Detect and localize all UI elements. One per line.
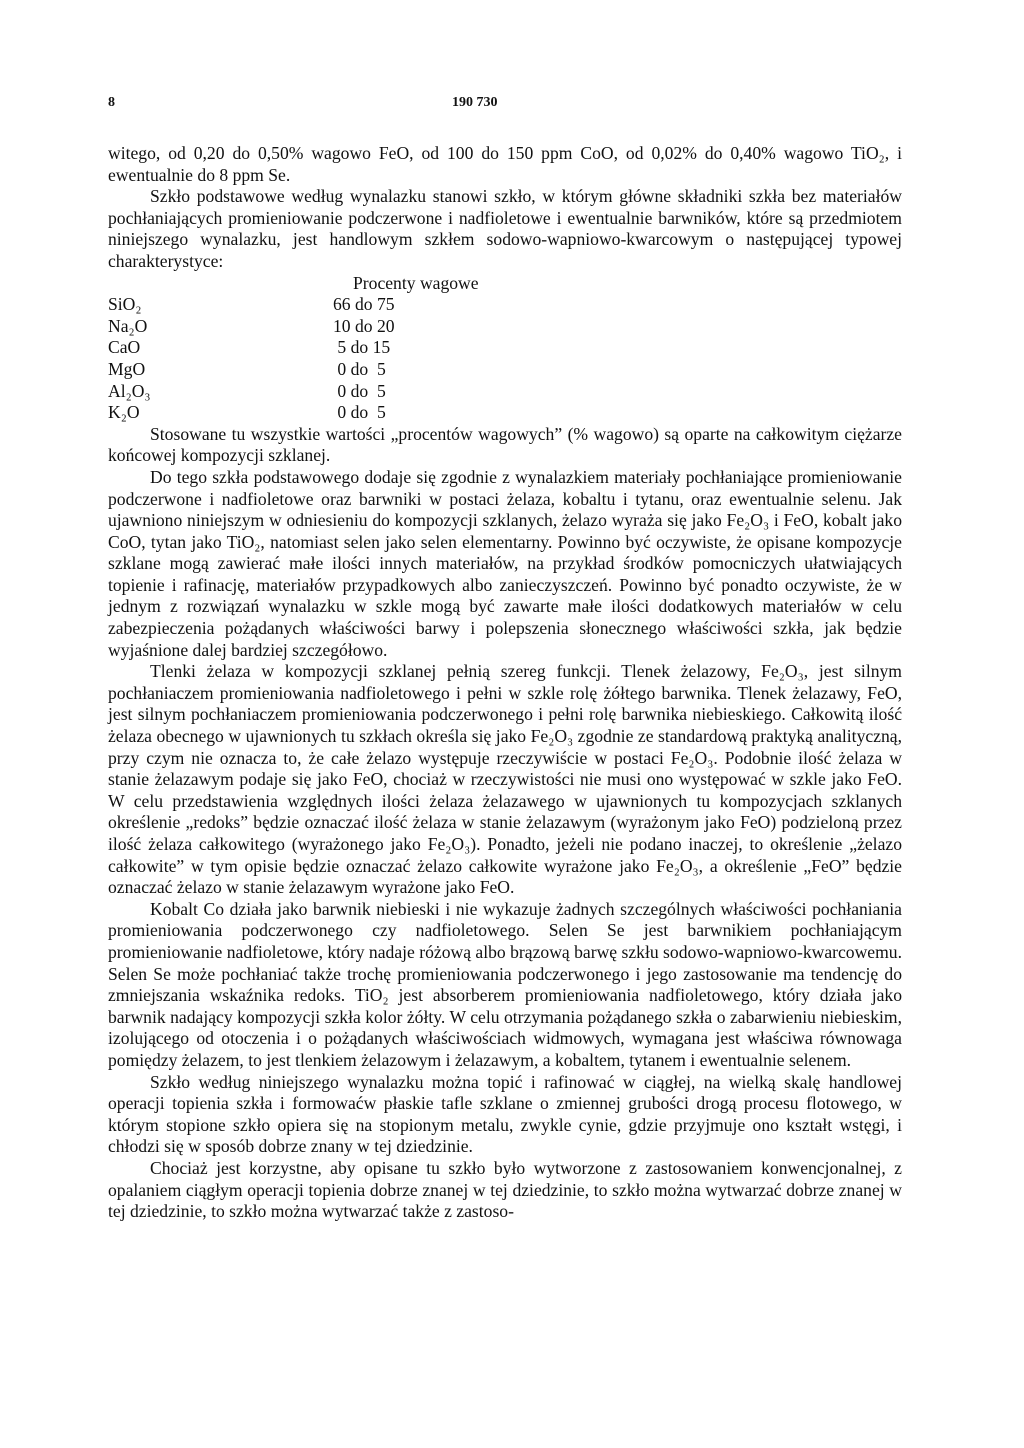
- component-cell: CaO: [108, 337, 141, 358]
- paragraph-3: Stosowane tu wszystkie wartości „procentów wagowych” (% wagowo) są oparte na całkowitym ciężarze końcowej kompozycji szklanej.: [108, 423, 902, 466]
- paragraph-7: Szkło według niniejszego wynalazku można topić i rafinować w ciągłej, na wielką skalę handlowej operacji topienia szkła i formowaćw płaskie tafle szklane o zmiennej grubości drogą procesu flotowego, w którym stopione szkło opiera się na stopionym metalu, zwykle cynie, gdzie przyjmuje ono kształt wstęgi, i chłodzi się w sposób dobrze znany w tej dziedzinie.: [108, 1071, 902, 1157]
- table-row: [108, 294, 453, 316]
- paragraph-1: witego, od 0,20 do 0,50% wagowo FeO, od 100 do 150 ppm CoO, od 0,02% do 0,40% wagowo TiO₂, i ewentualnie do 8 ppm Se.: [108, 143, 902, 185]
- table-row: [108, 316, 453, 338]
- range-cell: 0 do 5: [333, 402, 386, 423]
- range-cell: 0 do 5: [333, 358, 386, 379]
- range-cell: 66 do 75: [333, 294, 395, 315]
- document-body: [108, 143, 902, 1223]
- range-cell: 0 do 5: [333, 380, 386, 401]
- component-cell: K₂O: [108, 402, 140, 423]
- component-cell: MgO: [108, 358, 146, 379]
- page-number: 8: [108, 95, 115, 110]
- table-row: [108, 402, 453, 424]
- page-header: [108, 95, 910, 119]
- component-cell: SiO₂: [108, 294, 142, 315]
- table-row: [108, 359, 453, 381]
- patent-number: 190 730: [452, 95, 498, 110]
- range-cell: 10 do 20: [333, 315, 395, 336]
- component-cell: Al₂O₃: [108, 380, 151, 401]
- paragraph-8: Chociaż jest korzystne, aby opisane tu szkło było wytworzone z zastosowaniem konwencjonalnej, z opalaniem ciągłym operacji topienia dobrze znanej w tej dziedzinie, to szkło można wytwarzać dobrze znanej w tej dziedzinie, to szkło można wytwarzać także z zastoso-: [108, 1157, 902, 1222]
- paragraph-5: Tlenki żelaza w kompozycji szklanej pełnią szereg funkcji. Tlenek żelazowy, Fe₂O₃, jest silnym pochłaniaczem promieniowania nadfioletowego i pełni w szkle rolę żółtego barwnika. Tlenek żelazawy, FeO, jest silnym pochłaniaczem promieniowania podczerwonego i pełni rolę barwnika niebieskiego. Całkowitą ilość żelaza obecnego w ujawnionych tu szkłach określa się jako Fe₂O₃ zgodnie ze standardową praktyką analityczną, przy czym nie oznacza to, że całe żelazo występuje rzeczywiście w postaci Fe₂O₃. Podobnie ilość żelaza w stanie żelazawym podaje się jako FeO, chociaż w rzeczywistości nie musi ono występować w szkle jako FeO. W celu przedstawienia względnych ilości żelaza żelazawego w ujawnionych tu kompozycjach szklanych określenie „redoks” będzie oznaczać ilość żelaza w stanie żelazawym (wyrażonym jako FeO) podzieloną przez ilość żelaza całkowitego (wyrażonego jako Fe₂O₃). Ponadto, jeżeli nie podano inaczej, to określenie „żelazo całkowite” w tym opisie będzie oznaczać żelazo całkowite wyrażone jako Fe₂O₃, a określenie „FeO” będzie oznaczać żelazo w stanie żelazawym wyrażone jako FeO.: [108, 661, 902, 898]
- composition-table: [108, 294, 453, 424]
- table-header: Procenty wagowe: [353, 272, 479, 293]
- paragraph-4: Do tego szkła podstawowego dodaje się zgodnie z wynalazkiem materiały pochłaniające promieniowanie podczerwone i nadfioletowe oraz barwniki w postaci żelaza, kobaltu i tytanu, oraz ewentualnie selenu. Jak ujawniono niniejszym w odniesieniu do kompozycji szklanych, żelazo wyraża się jako Fe₂O₃ i FeO, kobalt jako CoO, tytan jako TiO₂, natomiast selen jako selen elementarny. Powinno być oczywiste, że opisane kompozycje szklane mogą zawierać małe ilości innych materiałów, na przykład środków pomocniczych ułatwiających topienie i rafinację, materiałów przypadkowych albo zanieczyszczeń. Powinno być ponadto oczywiste, że w jednym z rozwiązań wynalazku w szkle mogą być zawarte małe ilości dodatkowych materiałów w celu zabezpieczenia pożądanych właściwości barwy i polepszenia słonecznego właściwości szkła, jak będzie wyjaśnione dalej bardziej szczegółowo.: [108, 466, 902, 660]
- paragraph-2: Szkło podstawowe według wynalazku stanowi szkło, w którym główne składniki szkła bez materiałów pochłaniających promieniowanie podczerwone i nadfioletowe i ewentualnie barwników, które są przedmiotem niniejszego wynalazku, jest handlowym szkłem sodowo-wapniowo-kwarcowym o następującej typowej charakterystyce:: [108, 186, 902, 271]
- paragraph-6: Kobalt Co działa jako barwnik niebieski i nie wykazuje żadnych szczególnych właściwości pochłaniania promieniowania podczerwonego czy nadfioletowego. Selen Se jest barwnikiem pochłaniającym promieniowanie nadfioletowe, który nadaje różową albo brązową barwę szkłu sodowo-wapniowo-kwarcowemu. Selen Se może pochłaniać także trochę promieniowania podczerwonego i jego zastosowanie ma tendencję do zmniejszania wskaźnika redoks. TiO₂ jest absorberem promieniowania nadfioletowego, który działa jako barwnik nadający kompozycji szkła kolor żółty. W celu otrzymania pożądanego szkła o zabarwieniu niebieskim, izolującego od otoczenia i o pożądanych właściwościach widmowych, wymagana jest właściwa równowaga pomiędzy żelazem, to jest tlenkiem żelazowym i żelazawym, a kobaltem, tytanem i ewentualnie selenem.: [108, 898, 902, 1070]
- table-row: [108, 381, 453, 403]
- component-cell: Na₂O: [108, 315, 148, 336]
- table-row: [108, 337, 453, 359]
- range-cell: 5 do 15: [333, 337, 391, 358]
